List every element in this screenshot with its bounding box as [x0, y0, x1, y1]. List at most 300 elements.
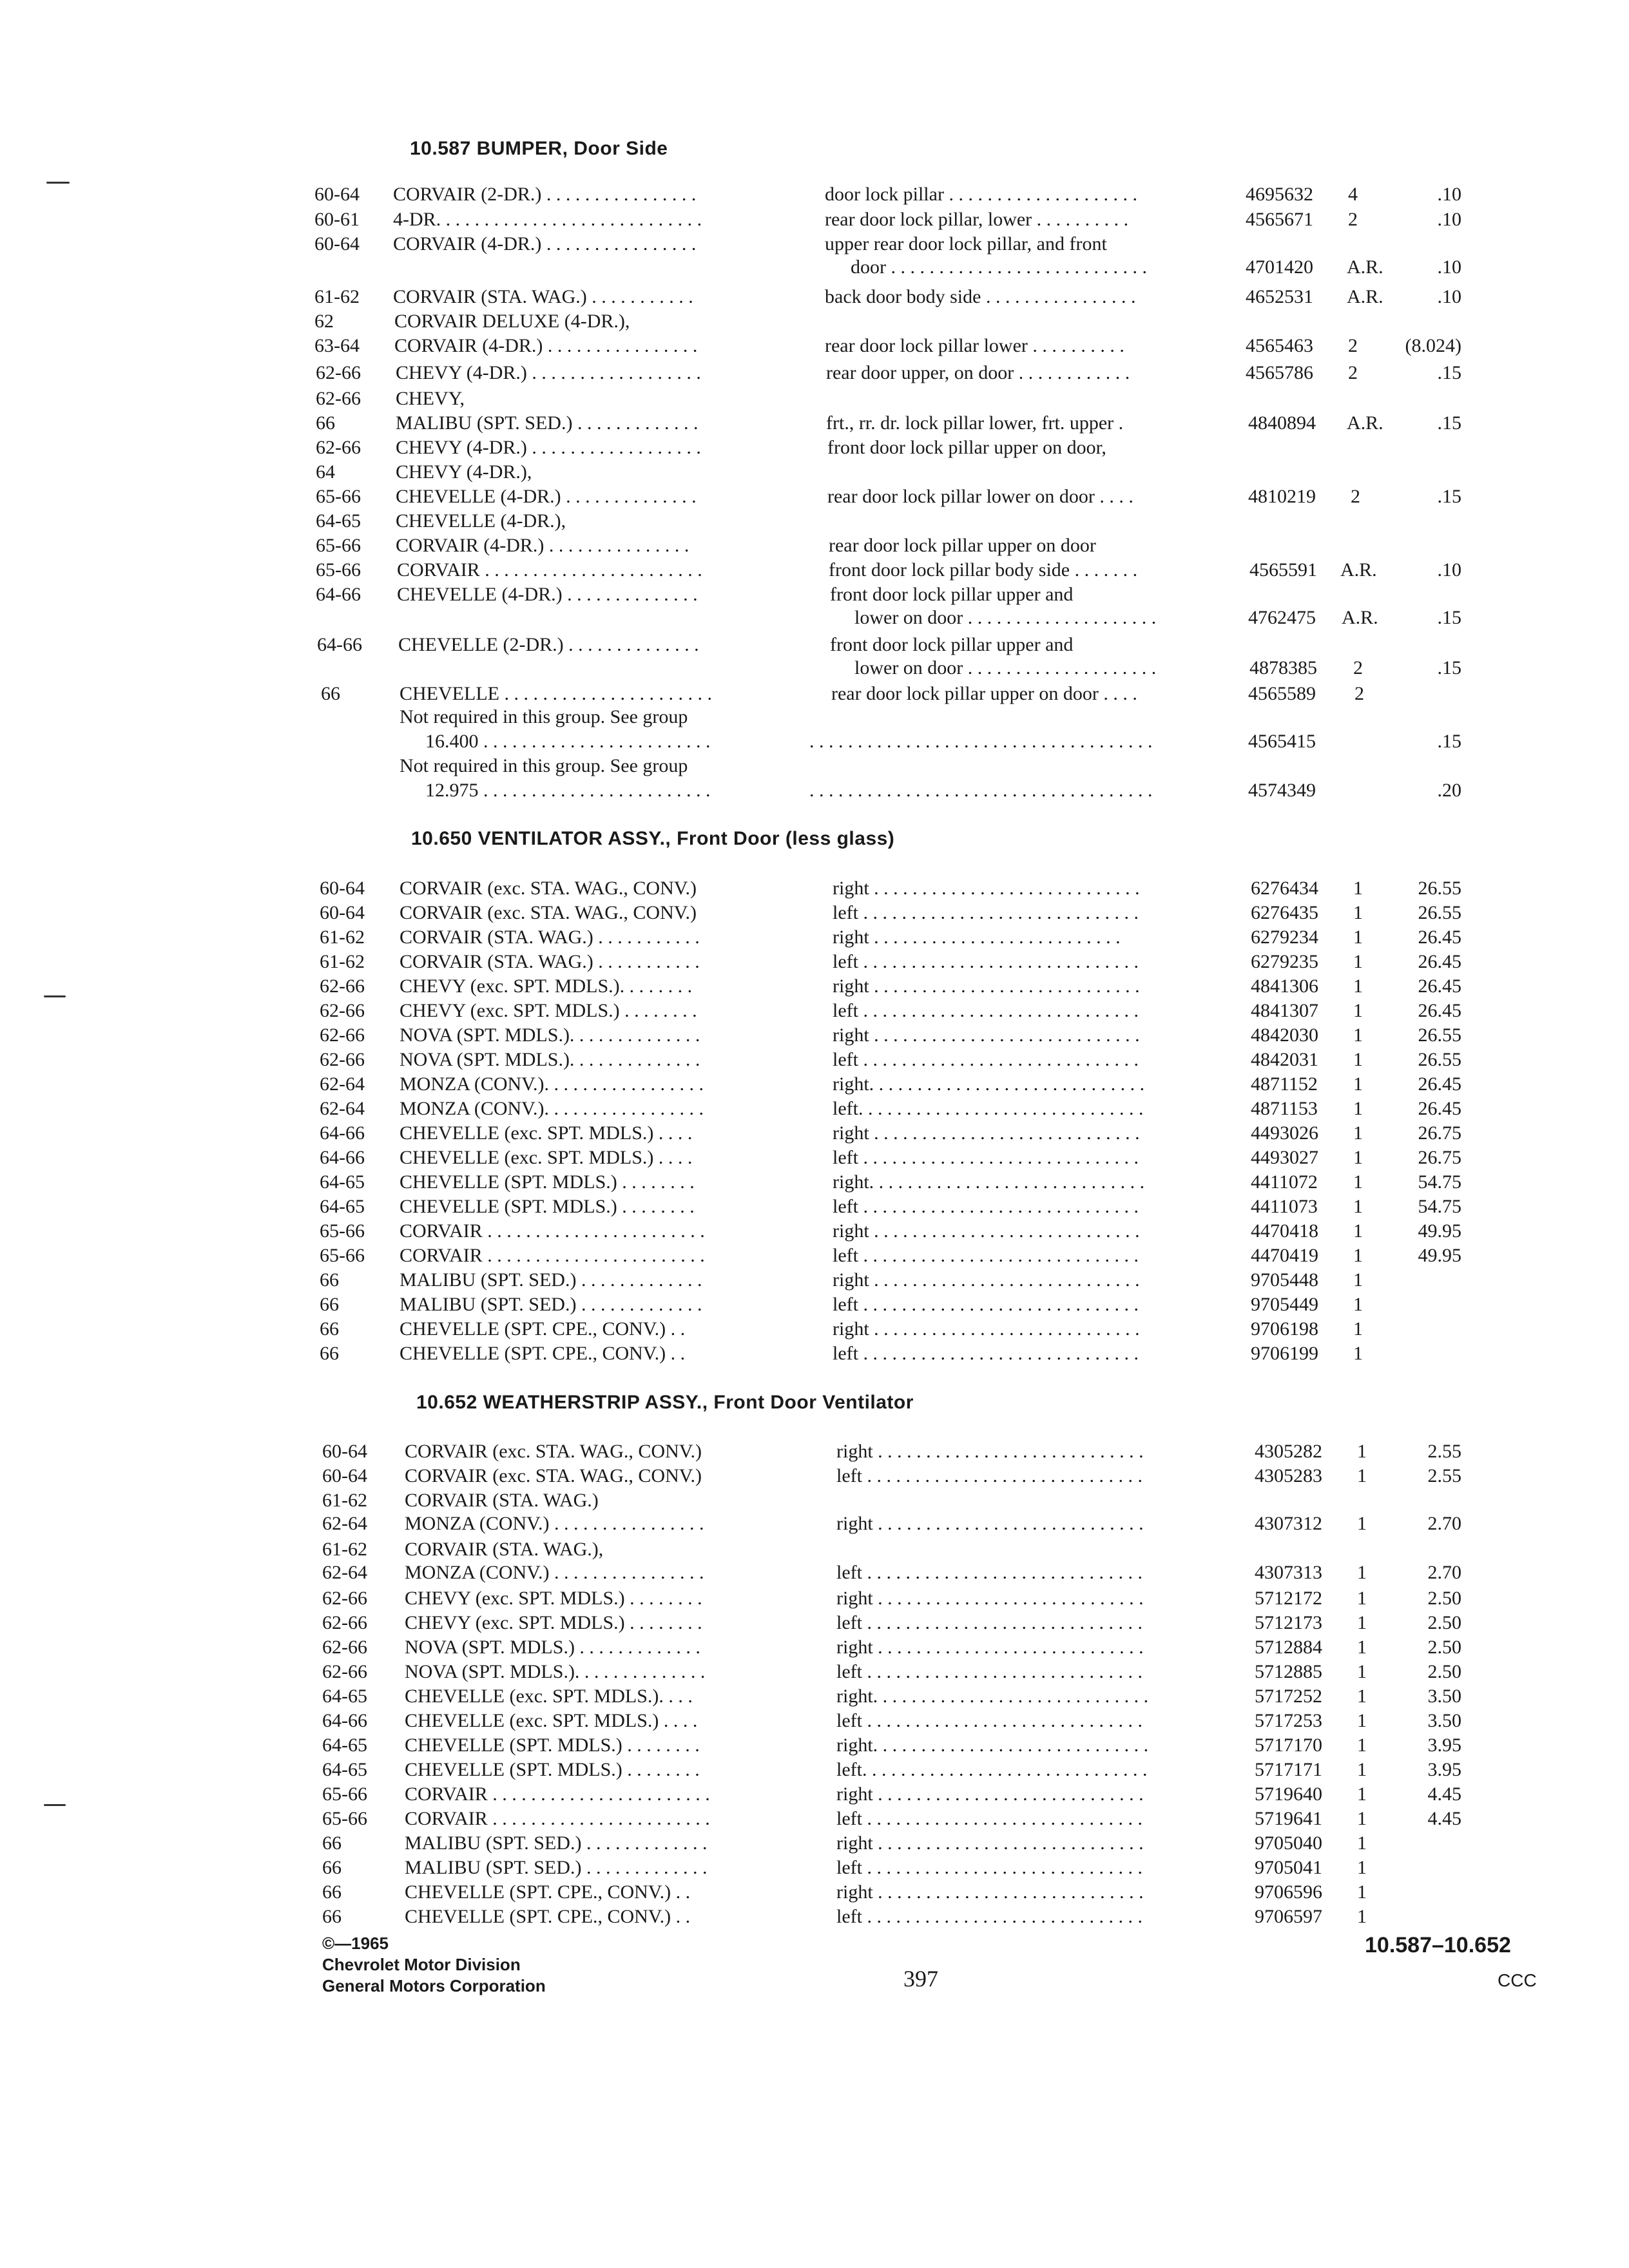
- part-number: 4470419: [1251, 1245, 1318, 1266]
- quantity: 1: [1353, 1024, 1363, 1046]
- price: 2.50: [1427, 1661, 1461, 1682]
- model-year: 62-66: [320, 1000, 365, 1021]
- parts-row: [0, 1048, 1629, 1072]
- quantity: 1: [1353, 951, 1363, 972]
- parts-row: [0, 1072, 1629, 1097]
- quantity: A.R.: [1347, 256, 1383, 278]
- part-description: left . . . . . . . . . . . . . . . . . . . . . . . . . . . . .: [836, 1857, 1142, 1878]
- price: 2.55: [1427, 1441, 1461, 1462]
- model-name: MALIBU (SPT. SED.) . . . . . . . . . . . . .: [400, 1294, 702, 1315]
- model-year: 65-66: [316, 535, 361, 556]
- model-name: MALIBU (SPT. SED.) . . . . . . . . . . . . .: [400, 1269, 702, 1291]
- model-name: CHEVY (4-DR.),: [396, 461, 532, 483]
- model-year: 66: [321, 683, 340, 704]
- model-year: 66: [320, 1269, 339, 1291]
- model-name: NOVA (SPT. MDLS.) . . . . . . . . . . . . .: [405, 1637, 700, 1658]
- quantity: 1: [1357, 1710, 1367, 1731]
- model-name: CHEVELLE (SPT. CPE., CONV.) . .: [400, 1318, 686, 1340]
- part-description: frt., rr. dr. lock pillar lower, frt. upper .: [826, 412, 1124, 434]
- page-number: 397: [903, 1966, 938, 1992]
- part-number: 6279234: [1251, 927, 1318, 948]
- model-name: 12.975 . . . . . . . . . . . . . . . . . . . . . . . .: [425, 780, 711, 801]
- quantity: 1: [1357, 1759, 1367, 1780]
- quantity: 1: [1353, 1171, 1363, 1193]
- model-year: 66: [320, 1294, 339, 1315]
- parts-row: [0, 285, 1629, 309]
- parts-row: [0, 1611, 1629, 1635]
- price: 4.45: [1427, 1783, 1461, 1805]
- parts-row: [0, 606, 1629, 630]
- model-year: 61-62: [322, 1539, 367, 1560]
- part-description: right . . . . . . . . . . . . . . . . . . . . . . . . . . . .: [836, 1832, 1144, 1854]
- quantity: 1: [1357, 1661, 1367, 1682]
- part-number: 4871152: [1251, 1073, 1318, 1095]
- part-description: left. . . . . . . . . . . . . . . . . . . . . . . . . . . . . .: [836, 1759, 1148, 1780]
- model-name: CHEVELLE (exc. SPT. MDLS.). . . .: [405, 1686, 693, 1707]
- model-name: 16.400 . . . . . . . . . . . . . . . . . . . . . . . .: [425, 731, 711, 752]
- part-number: 4841306: [1251, 975, 1318, 997]
- part-number: 4565786: [1246, 362, 1313, 383]
- model-year: 64-66: [320, 1147, 365, 1168]
- model-name: CHEVELLE (SPT. CPE., CONV.) . .: [405, 1881, 691, 1903]
- parts-row: [0, 509, 1629, 533]
- model-year: 65-66: [316, 559, 361, 581]
- parts-row: [0, 1464, 1629, 1488]
- model-year: 61-62: [320, 951, 365, 972]
- price: 3.50: [1427, 1686, 1461, 1707]
- parts-row: [0, 1856, 1629, 1880]
- model-year: 62-64: [320, 1098, 365, 1119]
- part-description: rear door upper, on door . . . . . . . . . . . .: [826, 362, 1130, 383]
- part-number: 5719641: [1255, 1808, 1322, 1829]
- part-number: 4565589: [1248, 683, 1316, 704]
- price: 2.50: [1427, 1612, 1461, 1633]
- price: .10: [1437, 256, 1461, 278]
- model-year: 62-64: [322, 1513, 367, 1534]
- price: 26.45: [1418, 1073, 1461, 1095]
- model-name: CHEVELLE (exc. SPT. MDLS.) . . . .: [400, 1122, 693, 1144]
- part-description: left . . . . . . . . . . . . . . . . . . . . . . . . . . . . .: [836, 1612, 1142, 1633]
- part-number: 4493027: [1251, 1147, 1318, 1168]
- model-year: 66: [322, 1857, 342, 1878]
- model-year: 66: [320, 1343, 339, 1364]
- part-number: 9705448: [1251, 1269, 1318, 1291]
- parts-row: [0, 232, 1629, 256]
- model-name: CORVAIR (exc. STA. WAG., CONV.): [405, 1465, 702, 1486]
- model-name: CORVAIR (exc. STA. WAG., CONV.): [405, 1441, 702, 1462]
- model-year: 60-64: [320, 902, 365, 923]
- model-year: 64-66: [320, 1122, 365, 1144]
- quantity: 1: [1353, 1073, 1363, 1095]
- part-description: lower on door . . . . . . . . . . . . . . . . . . . .: [854, 607, 1157, 628]
- parts-row: [0, 309, 1629, 334]
- price: 2.50: [1427, 1588, 1461, 1609]
- model-year: 62-66: [320, 1024, 365, 1046]
- parts-row: [0, 974, 1629, 999]
- part-description: right . . . . . . . . . . . . . . . . . . . . . . . . . . . .: [836, 1783, 1144, 1805]
- price: 26.55: [1418, 878, 1461, 899]
- part-description: right . . . . . . . . . . . . . . . . . . . . . . . . . . . .: [833, 1024, 1140, 1046]
- parts-row: [0, 1219, 1629, 1244]
- parts-row: [0, 485, 1629, 509]
- parts-row: [0, 182, 1629, 207]
- parts-row: [0, 1023, 1629, 1048]
- part-description: right . . . . . . . . . . . . . . . . . . . . . . . . . . . .: [836, 1637, 1144, 1658]
- quantity: 1: [1353, 902, 1363, 923]
- parts-row: [0, 1880, 1629, 1905]
- model-year: 62-66: [316, 388, 361, 409]
- model-year: 61-62: [320, 927, 365, 948]
- part-number: 4810219: [1248, 486, 1316, 507]
- model-name: CHEVELLE (SPT. MDLS.) . . . . . . . .: [405, 1759, 700, 1780]
- model-name: 4-DR. . . . . . . . . . . . . . . . . . . . . . . . . . . .: [393, 209, 702, 230]
- price: .10: [1437, 184, 1461, 205]
- price: .10: [1437, 559, 1461, 581]
- model-year: 64-65: [322, 1735, 367, 1756]
- model-year: 64-66: [322, 1710, 367, 1731]
- parts-row: [0, 558, 1629, 582]
- price: 26.55: [1418, 1049, 1461, 1070]
- parts-row: [0, 682, 1629, 706]
- part-number: 4305283: [1255, 1465, 1322, 1486]
- part-description: back door body side . . . . . . . . . . . . . . . .: [825, 286, 1136, 307]
- parts-row: [0, 778, 1629, 803]
- model-name: CHEVELLE (SPT. MDLS.) . . . . . . . .: [400, 1171, 695, 1193]
- model-name: CORVAIR (4-DR.) . . . . . . . . . . . . . . . .: [394, 335, 698, 356]
- model-name: NOVA (SPT. MDLS.). . . . . . . . . . . . . .: [405, 1661, 706, 1682]
- model-name: CORVAIR . . . . . . . . . . . . . . . . . . . . . . .: [400, 1220, 705, 1242]
- part-description: left . . . . . . . . . . . . . . . . . . . . . . . . . . . . .: [836, 1465, 1142, 1486]
- part-description: left . . . . . . . . . . . . . . . . . . . . . . . . . . . . .: [836, 1661, 1142, 1682]
- section-heading: 10.652 WEATHERSTRIP ASSY., Front Door Ventilator: [416, 1392, 914, 1413]
- part-description: door lock pillar . . . . . . . . . . . . . . . . . . . .: [825, 184, 1137, 205]
- price: 54.75: [1418, 1171, 1461, 1193]
- price: 2.70: [1427, 1562, 1461, 1583]
- part-description: left . . . . . . . . . . . . . . . . . . . . . . . . . . . . .: [836, 1906, 1142, 1927]
- parts-row: [0, 533, 1629, 558]
- part-number: 4701420: [1246, 256, 1313, 278]
- quantity: 1: [1357, 1441, 1367, 1462]
- parts-row: [0, 1684, 1629, 1709]
- quantity: 1: [1357, 1906, 1367, 1927]
- parts-row: [0, 207, 1629, 232]
- part-number: 4762475: [1248, 607, 1316, 628]
- quantity: A.R.: [1347, 412, 1383, 434]
- parts-row: [0, 1121, 1629, 1146]
- part-number: 4574349: [1248, 780, 1316, 801]
- quantity: 1: [1357, 1637, 1367, 1658]
- part-description: right. . . . . . . . . . . . . . . . . . . . . . . . . . . . .: [833, 1171, 1145, 1193]
- part-number: 9706198: [1251, 1318, 1318, 1340]
- section-heading: 10.650 VENTILATOR ASSY., Front Door (less glass): [411, 828, 895, 849]
- price: 26.45: [1418, 951, 1461, 972]
- model-name: MALIBU (SPT. SED.) . . . . . . . . . . . . .: [396, 412, 699, 434]
- parts-row: [0, 411, 1629, 436]
- model-name: CORVAIR (STA. WAG.) . . . . . . . . . . .: [400, 927, 700, 948]
- quantity: 1: [1353, 1220, 1363, 1242]
- quantity: 1: [1357, 1735, 1367, 1756]
- part-description: right . . . . . . . . . . . . . . . . . . . . . . . . . . . .: [833, 1269, 1140, 1291]
- parts-row: [0, 334, 1629, 358]
- part-description: rear door lock pillar lower on door . . . .: [827, 486, 1133, 507]
- price: 26.75: [1418, 1147, 1461, 1168]
- quantity: 4: [1348, 184, 1358, 205]
- part-description: right . . . . . . . . . . . . . . . . . . . . . . . . . . . .: [833, 975, 1140, 997]
- model-name: CHEVELLE (SPT. CPE., CONV.) . .: [405, 1906, 691, 1927]
- parts-row: [0, 950, 1629, 974]
- parts-row: [0, 1733, 1629, 1758]
- quantity: 1: [1353, 1245, 1363, 1266]
- part-description: left . . . . . . . . . . . . . . . . . . . . . . . . . . . . .: [836, 1710, 1142, 1731]
- quantity: A.R.: [1340, 559, 1377, 581]
- parts-row: [0, 1807, 1629, 1831]
- part-description: front door lock pillar upper on door,: [827, 437, 1106, 458]
- parts-row: [0, 361, 1629, 385]
- part-description: right . . . . . . . . . . . . . . . . . . . . . . . . . . . .: [836, 1588, 1144, 1609]
- model-year: 62: [314, 311, 334, 332]
- quantity: 2: [1348, 335, 1358, 356]
- part-description: left . . . . . . . . . . . . . . . . . . . . . . . . . . . . .: [833, 1294, 1139, 1315]
- part-number: 4493026: [1251, 1122, 1318, 1144]
- quantity: A.R.: [1342, 607, 1378, 628]
- model-name: CHEVY,: [396, 388, 465, 409]
- parts-row: [0, 1537, 1629, 1562]
- quantity: 1: [1357, 1588, 1367, 1609]
- division-line: Chevrolet Motor Division: [322, 1955, 521, 1974]
- quantity: 1: [1357, 1783, 1367, 1805]
- price: .20: [1437, 780, 1461, 801]
- part-number: 4840894: [1248, 412, 1316, 434]
- quantity: 1: [1357, 1612, 1367, 1633]
- model-name: CHEVELLE (4-DR.),: [396, 510, 566, 532]
- part-number: 4307312: [1255, 1513, 1322, 1534]
- part-number: 9705041: [1255, 1857, 1322, 1878]
- part-number: 9706597: [1255, 1906, 1322, 1927]
- part-description: rear door lock pillar, lower . . . . . . . . . .: [825, 209, 1129, 230]
- model-year: 61-62: [322, 1490, 367, 1511]
- part-number: 4695632: [1246, 184, 1313, 205]
- parts-row: [0, 1097, 1629, 1121]
- margin-mark: [44, 1804, 66, 1806]
- part-description: right . . . . . . . . . . . . . . . . . . . . . . . . . . . .: [833, 1318, 1140, 1340]
- model-year: 64-66: [317, 634, 362, 655]
- model-name: NOVA (SPT. MDLS.). . . . . . . . . . . . . .: [400, 1049, 700, 1070]
- parts-row: [0, 1268, 1629, 1293]
- part-number: 9705040: [1255, 1832, 1322, 1854]
- part-description: left . . . . . . . . . . . . . . . . . . . . . . . . . . . . .: [833, 1049, 1139, 1070]
- price: .15: [1437, 362, 1461, 383]
- quantity: 1: [1353, 1269, 1363, 1291]
- model-year: 66: [320, 1318, 339, 1340]
- parts-row: [0, 1758, 1629, 1782]
- model-year: 62-66: [322, 1637, 367, 1658]
- model-year: 64-66: [316, 584, 361, 605]
- model-name: CORVAIR (exc. STA. WAG., CONV.): [400, 878, 697, 899]
- part-description: right . . . . . . . . . . . . . . . . . . . . . . . . . . . .: [833, 1122, 1140, 1144]
- parts-row: [0, 901, 1629, 925]
- model-name: CORVAIR (exc. STA. WAG., CONV.): [400, 902, 697, 923]
- model-year: 66: [322, 1906, 342, 1927]
- parts-row: [0, 1439, 1629, 1464]
- part-number: 5717171: [1255, 1759, 1322, 1780]
- parts-row: [0, 1782, 1629, 1807]
- model-name: CHEVY (4-DR.) . . . . . . . . . . . . . . . . . .: [396, 437, 701, 458]
- part-description: front door lock pillar upper and: [830, 584, 1074, 605]
- parts-row: [0, 255, 1629, 280]
- price: 26.45: [1418, 1098, 1461, 1119]
- part-description: left . . . . . . . . . . . . . . . . . . . . . . . . . . . . .: [833, 951, 1139, 972]
- part-description: front door lock pillar upper and: [830, 634, 1074, 655]
- part-description: lower on door . . . . . . . . . . . . . . . . . . . .: [854, 657, 1157, 678]
- model-year: 60-64: [320, 878, 365, 899]
- model-name: CHEVELLE . . . . . . . . . . . . . . . . . . . . . .: [400, 683, 712, 704]
- parts-row: [0, 1512, 1629, 1536]
- parts-row: [0, 1341, 1629, 1366]
- quantity: 1: [1353, 1000, 1363, 1021]
- quantity: 1: [1353, 927, 1363, 948]
- part-description: left . . . . . . . . . . . . . . . . . . . . . . . . . . . . .: [836, 1562, 1142, 1583]
- price: 26.55: [1418, 902, 1461, 923]
- part-number: 4841307: [1251, 1000, 1318, 1021]
- model-name: CHEVELLE (SPT. CPE., CONV.) . .: [400, 1343, 686, 1364]
- model-name: MONZA (CONV.). . . . . . . . . . . . . . . . .: [400, 1098, 704, 1119]
- part-number: 4305282: [1255, 1441, 1322, 1462]
- model-name: CORVAIR . . . . . . . . . . . . . . . . . . . . . . .: [405, 1783, 710, 1805]
- price: 26.45: [1418, 975, 1461, 997]
- part-description: left. . . . . . . . . . . . . . . . . . . . . . . . . . . . . .: [833, 1098, 1144, 1119]
- part-description: door . . . . . . . . . . . . . . . . . . . . . . . . . . .: [851, 256, 1147, 278]
- part-number: 5712173: [1255, 1612, 1322, 1633]
- part-number: 4411073: [1251, 1196, 1318, 1217]
- parts-row: [0, 999, 1629, 1023]
- model-name: CHEVY (exc. SPT. MDLS.) . . . . . . . .: [405, 1588, 702, 1609]
- price: 4.45: [1427, 1808, 1461, 1829]
- footer-imprint: [322, 1933, 546, 1997]
- price: .15: [1437, 607, 1461, 628]
- price: .10: [1437, 286, 1461, 307]
- part-description: left . . . . . . . . . . . . . . . . . . . . . . . . . . . . .: [833, 902, 1139, 923]
- part-number: 4842031: [1251, 1049, 1318, 1070]
- part-number: 5717252: [1255, 1686, 1322, 1707]
- part-description: right. . . . . . . . . . . . . . . . . . . . . . . . . . . . .: [836, 1735, 1149, 1756]
- model-year: 62-64: [322, 1562, 367, 1583]
- price: 2.55: [1427, 1465, 1461, 1486]
- parts-row: [0, 436, 1629, 460]
- model-year: 65-66: [320, 1245, 365, 1266]
- parts-row: [0, 705, 1629, 729]
- part-description: left . . . . . . . . . . . . . . . . . . . . . . . . . . . . .: [833, 1000, 1139, 1021]
- price: .10: [1437, 209, 1461, 230]
- parts-row: [0, 1170, 1629, 1195]
- part-number: 4842030: [1251, 1024, 1318, 1046]
- part-description: left . . . . . . . . . . . . . . . . . . . . . . . . . . . . .: [833, 1245, 1139, 1266]
- part-number: 4565415: [1248, 731, 1316, 752]
- model-year: 62-66: [322, 1588, 367, 1609]
- parts-row: [0, 1195, 1629, 1219]
- parts-row: [0, 1293, 1629, 1317]
- model-name: CORVAIR (2-DR.) . . . . . . . . . . . . . . . .: [393, 184, 697, 205]
- model-year: 64-65: [316, 510, 361, 532]
- part-number: 9705449: [1251, 1294, 1318, 1315]
- part-number: 4878385: [1249, 657, 1317, 678]
- model-year: 64-65: [320, 1196, 365, 1217]
- model-year: 65-66: [322, 1783, 367, 1805]
- model-name: CORVAIR (4-DR.) . . . . . . . . . . . . . . . .: [393, 233, 697, 255]
- part-description: right. . . . . . . . . . . . . . . . . . . . . . . . . . . . .: [833, 1073, 1145, 1095]
- model-year: 64-65: [322, 1686, 367, 1707]
- catalog-code: CCC: [1498, 1970, 1537, 1990]
- price: 26.75: [1418, 1122, 1461, 1144]
- part-number: 4652531: [1246, 286, 1313, 307]
- quantity: 1: [1357, 1686, 1367, 1707]
- quantity: 2: [1353, 657, 1363, 678]
- model-name: CORVAIR (STA. WAG.) . . . . . . . . . . .: [400, 951, 700, 972]
- model-year: 61-62: [314, 286, 360, 307]
- model-name: CHEVELLE (SPT. MDLS.) . . . . . . . .: [400, 1196, 695, 1217]
- model-name: CHEVELLE (2-DR.) . . . . . . . . . . . . . .: [398, 634, 699, 655]
- parts-row: [0, 1488, 1629, 1513]
- model-year: 60-64: [314, 233, 360, 255]
- parts-row: [0, 460, 1629, 485]
- parts-row: [0, 1317, 1629, 1341]
- part-description: left . . . . . . . . . . . . . . . . . . . . . . . . . . . . .: [833, 1147, 1139, 1168]
- model-name: MONZA (CONV.) . . . . . . . . . . . . . . . .: [405, 1562, 704, 1583]
- model-name: NOVA (SPT. MDLS.). . . . . . . . . . . . . .: [400, 1024, 700, 1046]
- model-name: MALIBU (SPT. SED.) . . . . . . . . . . . . .: [405, 1832, 708, 1854]
- part-number: 9706596: [1255, 1881, 1322, 1903]
- part-description: right . . . . . . . . . . . . . . . . . . . . . . . . . .: [833, 927, 1121, 948]
- model-name: CHEVELLE (SPT. MDLS.) . . . . . . . .: [405, 1735, 700, 1756]
- quantity: 1: [1357, 1513, 1367, 1534]
- price: .15: [1437, 486, 1461, 507]
- model-name: CORVAIR . . . . . . . . . . . . . . . . . . . . . . .: [400, 1245, 705, 1266]
- model-name: CORVAIR . . . . . . . . . . . . . . . . . . . . . . .: [397, 559, 702, 581]
- price: 26.55: [1418, 1024, 1461, 1046]
- price: .15: [1437, 731, 1461, 752]
- model-year: 62-66: [322, 1661, 367, 1682]
- model-year: 62-66: [316, 362, 361, 383]
- part-number: 9706199: [1251, 1343, 1318, 1364]
- parts-row: [0, 387, 1629, 411]
- model-year: 66: [322, 1832, 342, 1854]
- quantity: 1: [1353, 1343, 1363, 1364]
- model-year: 64-65: [322, 1759, 367, 1780]
- quantity: 1: [1353, 878, 1363, 899]
- quantity: 2: [1351, 486, 1360, 507]
- part-description: front door lock pillar body side . . . . . . .: [829, 559, 1138, 581]
- part-number: 4307313: [1255, 1562, 1322, 1583]
- model-year: 62-66: [320, 975, 365, 997]
- part-description: right. . . . . . . . . . . . . . . . . . . . . . . . . . . . .: [836, 1686, 1149, 1707]
- model-name: CHEVELLE (4-DR.) . . . . . . . . . . . . . .: [397, 584, 698, 605]
- model-year: 62-64: [320, 1073, 365, 1095]
- part-number: 6279235: [1251, 951, 1318, 972]
- model-year: 64-65: [320, 1171, 365, 1193]
- parts-row: [0, 1244, 1629, 1268]
- part-description: left . . . . . . . . . . . . . . . . . . . . . . . . . . . . .: [833, 1343, 1139, 1364]
- quantity: 1: [1353, 1318, 1363, 1340]
- quantity: 1: [1353, 1122, 1363, 1144]
- model-name: CHEVELLE (exc. SPT. MDLS.) . . . .: [400, 1147, 693, 1168]
- part-number: 5717253: [1255, 1710, 1322, 1731]
- section-heading: 10.587 BUMPER, Door Side: [410, 138, 668, 159]
- corporation-line: General Motors Corporation: [322, 1976, 546, 1995]
- part-number: 6276435: [1251, 902, 1318, 923]
- price: 3.95: [1427, 1735, 1461, 1756]
- quantity: 2: [1354, 683, 1364, 704]
- quantity: 1: [1353, 1049, 1363, 1070]
- part-description: right . . . . . . . . . . . . . . . . . . . . . . . . . . . .: [836, 1881, 1144, 1903]
